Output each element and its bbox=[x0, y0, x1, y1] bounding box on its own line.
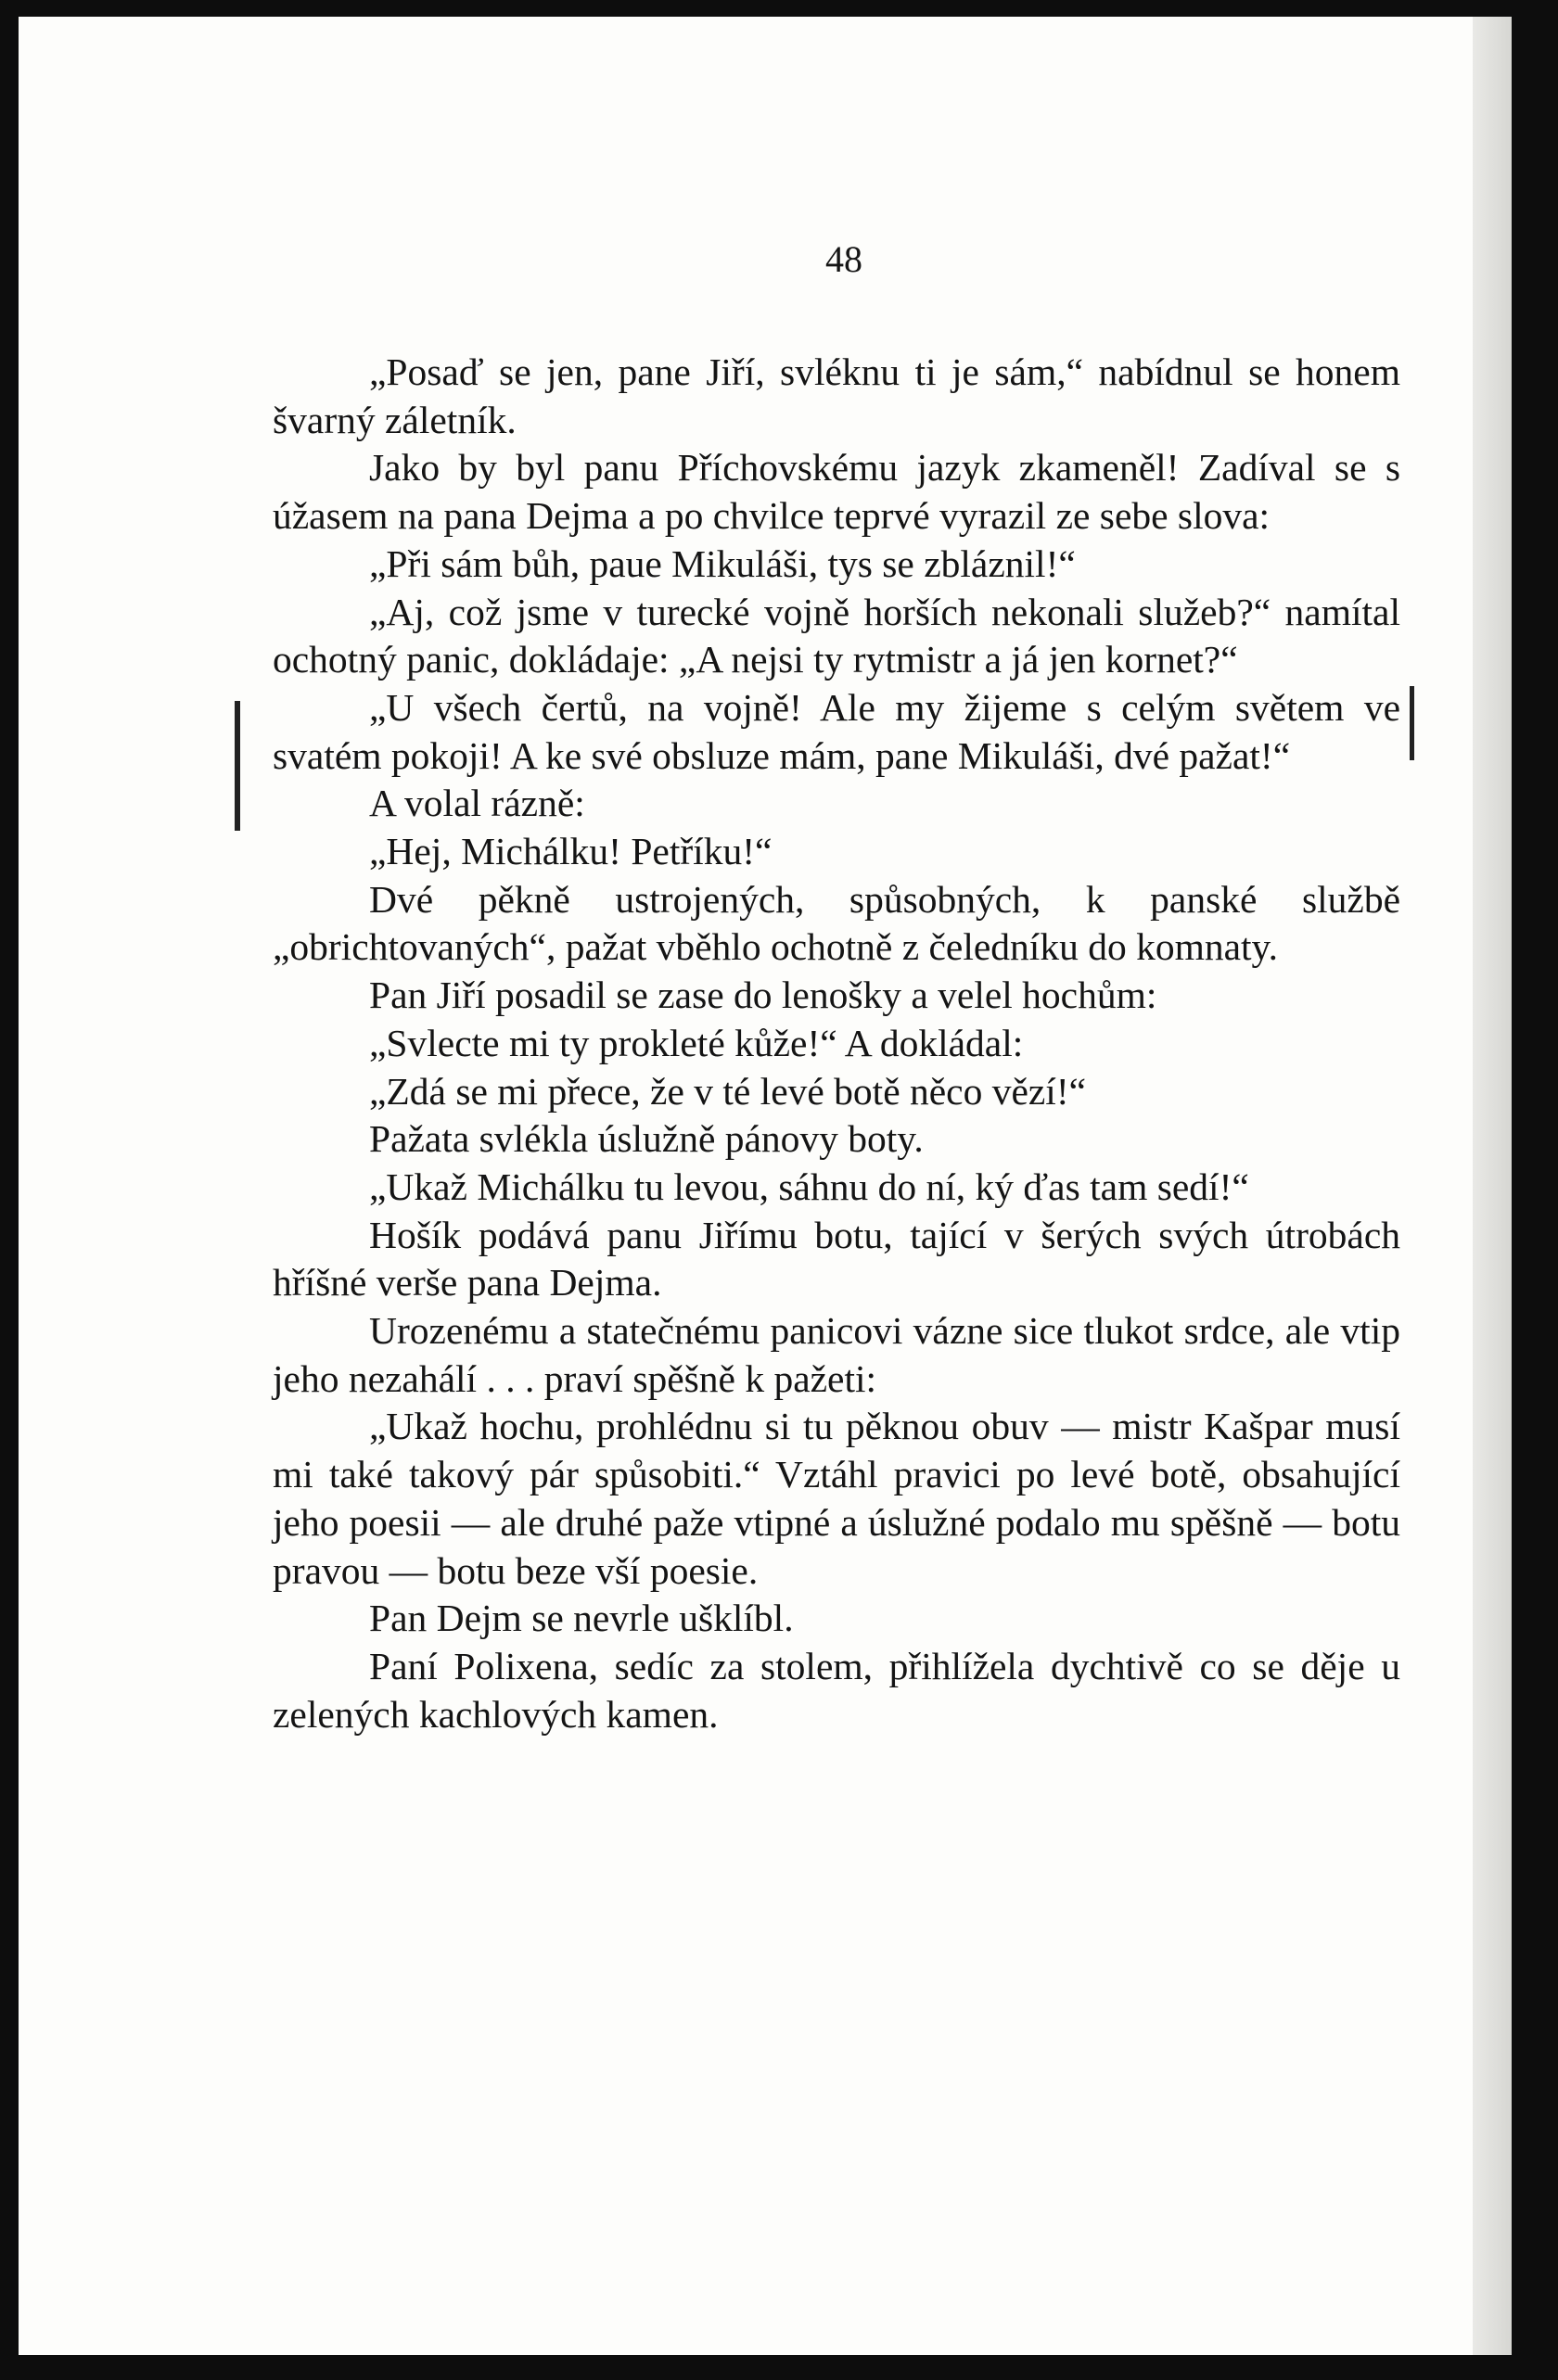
page-number: 48 bbox=[825, 238, 862, 280]
paragraph: „Posaď se jen, pane Jiří, svléknu ti je sám,“ nabídnul se honem švarný záletník. bbox=[273, 350, 1400, 441]
paragraph: Paní Polixena, sedíc za stolem, přihlížela dychtivě co se děje u zelených kachlových kamen. bbox=[273, 1644, 1400, 1736]
paragraph: „Ukaž hochu, prohlédnu si tu pěknou obuv — mistr Kašpar musí mi také takový pár spůsobiti.“ Vztáhl pravici po levé botě, obsahující jeho poesii — ale druhé paže vtipné a úslužné podalo mu spěšně — botu pravou — botu beze vší poesie. bbox=[273, 1405, 1400, 1592]
paragraph: „Ukaž Michálku tu levou, sáhnu do ní, ký ďas tam sedí!“ bbox=[369, 1165, 1249, 1208]
paragraph: Pažata svlékla úslužně pánovy boty. bbox=[369, 1117, 924, 1161]
paragraph: „Hej, Michálku! Petříku!“ bbox=[369, 830, 773, 873]
paragraph: „U všech čertů, na vojně! Ale my žijeme s celým světem ve svatém pokoji! A ke své obsluze mám, pane Mikuláši, dvé pažat!“ bbox=[273, 685, 1400, 777]
paragraph: Dvé pěkně ustrojených, spůsobných, k panské službě „obrichtovaných“, pažat vběhlo ochotně z čeledníku do komnaty. bbox=[273, 877, 1400, 969]
page-edge bbox=[1473, 17, 1512, 2355]
paragraph: „Zdá se mi přece, že v té levé botě něco vězí!“ bbox=[369, 1069, 1087, 1113]
paragraph: „Svlecte mi ty prokleté kůže!“ A dokládal: bbox=[369, 1021, 1024, 1064]
paragraph: „Aj, což jsme v turecké vojně horších nekonali služeb?“ namítal ochotný panic, dokládaje: „A nejsi ty rytmistr a já jen kornet?“ bbox=[273, 590, 1400, 681]
paragraph: Jako by byl panu Příchovskému jazyk zkameněl! Zadíval se s úžasem na pana Dejma a po chvilce teprvé vyrazil ze sebe slova: bbox=[273, 446, 1400, 538]
paragraph: Pan Jiří posadil se zase do lenošky a velel hochům: bbox=[369, 974, 1157, 1017]
margin-mark-right bbox=[1410, 686, 1414, 760]
book-page bbox=[19, 17, 1512, 2355]
paragraph: Urozenému a statečnému panicovi vázne sice tlukot srdce, ale vtip jeho nezahálí . . . praví spěšně k pažeti: bbox=[273, 1309, 1400, 1400]
margin-mark-left bbox=[235, 701, 240, 831]
paragraph: Pan Dejm se nevrle ušklíbl. bbox=[369, 1597, 794, 1640]
body-text bbox=[273, 349, 1400, 1738]
paragraph: „Při sám bůh, paue Mikuláši, tys se zbláznil!“ bbox=[369, 541, 1076, 585]
paragraph: Hošík podává panu Jiřímu botu, tající v šerých svých útrobách hříšné verše pana Dejma. bbox=[273, 1213, 1400, 1305]
paragraph: A volal rázně: bbox=[369, 782, 585, 825]
